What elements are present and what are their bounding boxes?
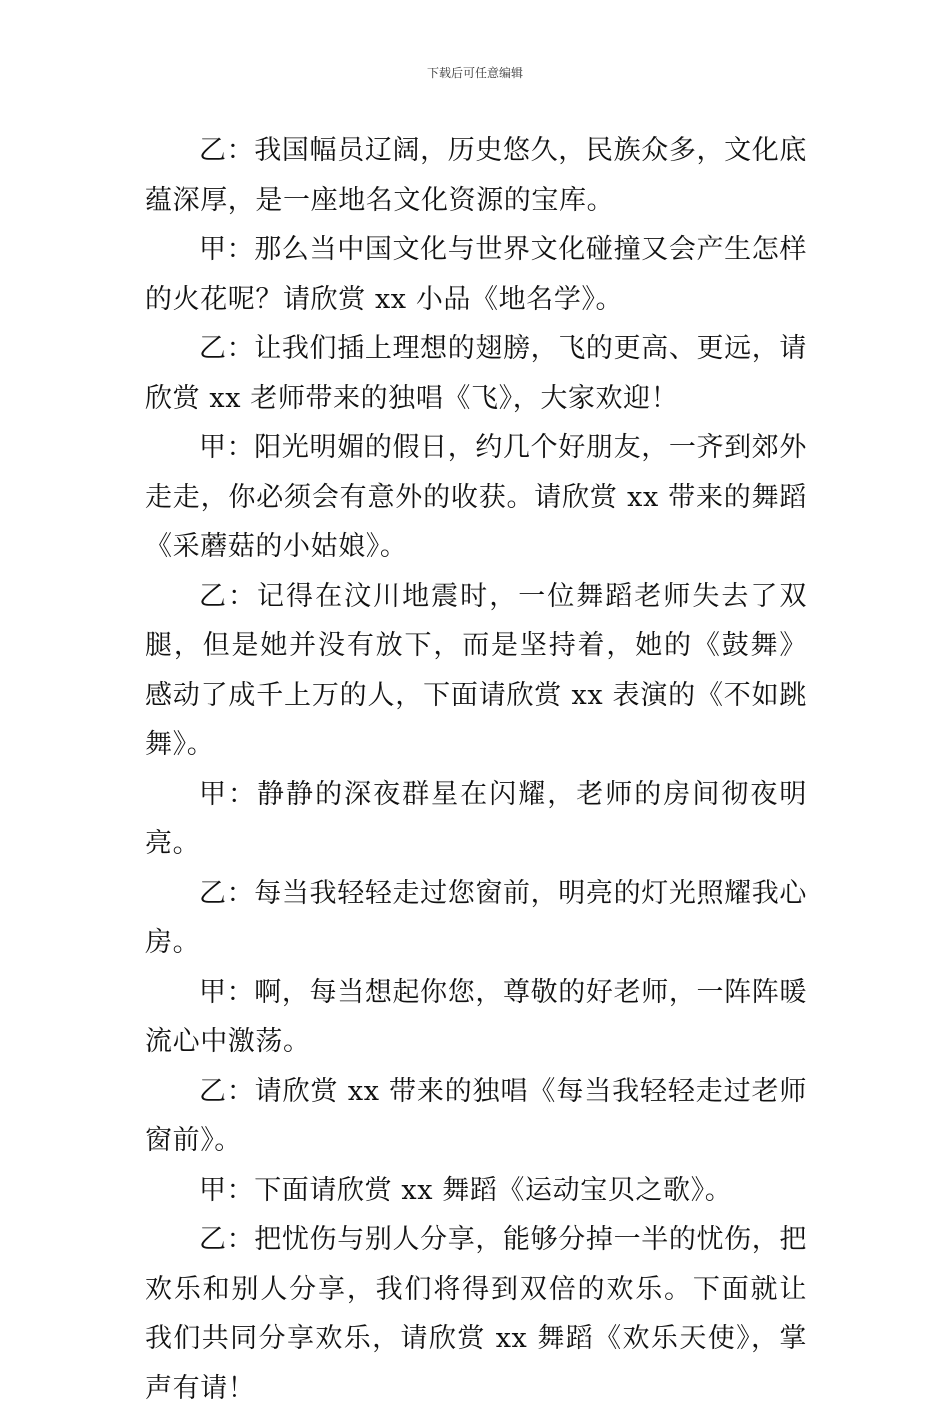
paragraph: 甲：啊，每当想起你您，尊敬的好老师，一阵阵暖流心中激荡。 <box>145 976 807 1057</box>
paragraph: 乙：我国幅员辽阔，历史悠久，民族众多，文化底蕴深厚，是一座地名文化资源的宝库。 <box>145 135 807 216</box>
paragraph: 甲：那么当中国文化与世界文化碰撞又会产生怎样的火花呢？请欣赏 xx 小品《地名学》。 <box>145 234 807 315</box>
paragraph: 乙：把忧伤与别人分享，能够分掉一半的忧伤，把欢乐和别人分享，我们将得到双倍的欢乐。下面就让我们共同分享欢乐，请欣赏 xx 舞蹈《欢乐天使》，掌声有请！ <box>145 1224 807 1404</box>
paragraph: 甲：阳光明媚的假日，约几个好朋友，一齐到郊外走走，你必须会有意外的收获。请欣赏 xx 带来的舞蹈《采蘑菇的小姑娘》。 <box>145 432 807 562</box>
paragraph: 乙：每当我轻轻走过您窗前，明亮的灯光照耀我心房。 <box>145 877 807 958</box>
paragraph: 乙：请欣赏 xx 带来的独唱《每当我轻轻走过老师窗前》。 <box>145 1075 807 1156</box>
paragraph: 乙：记得在汶川地震时，一位舞蹈老师失去了双腿，但是她并没有放下，而是坚持着，她的《鼓舞》感动了成千上万的人，下面请欣赏 xx 表演的《不如跳舞》。 <box>145 580 807 760</box>
page-header-note: 下载后可任意编辑 <box>426 66 523 80</box>
document-body <box>145 126 807 1413</box>
paragraph: 甲：下面请欣赏 xx 舞蹈《运动宝贝之歌》。 <box>199 1174 733 1206</box>
paragraph: 乙：让我们插上理想的翅膀，飞的更高、更远，请欣赏 xx 老师带来的独唱《飞》，大家欢迎！ <box>145 333 807 414</box>
paragraph: 甲：静静的深夜群星在闪耀，老师的房间彻夜明亮。 <box>145 778 807 859</box>
